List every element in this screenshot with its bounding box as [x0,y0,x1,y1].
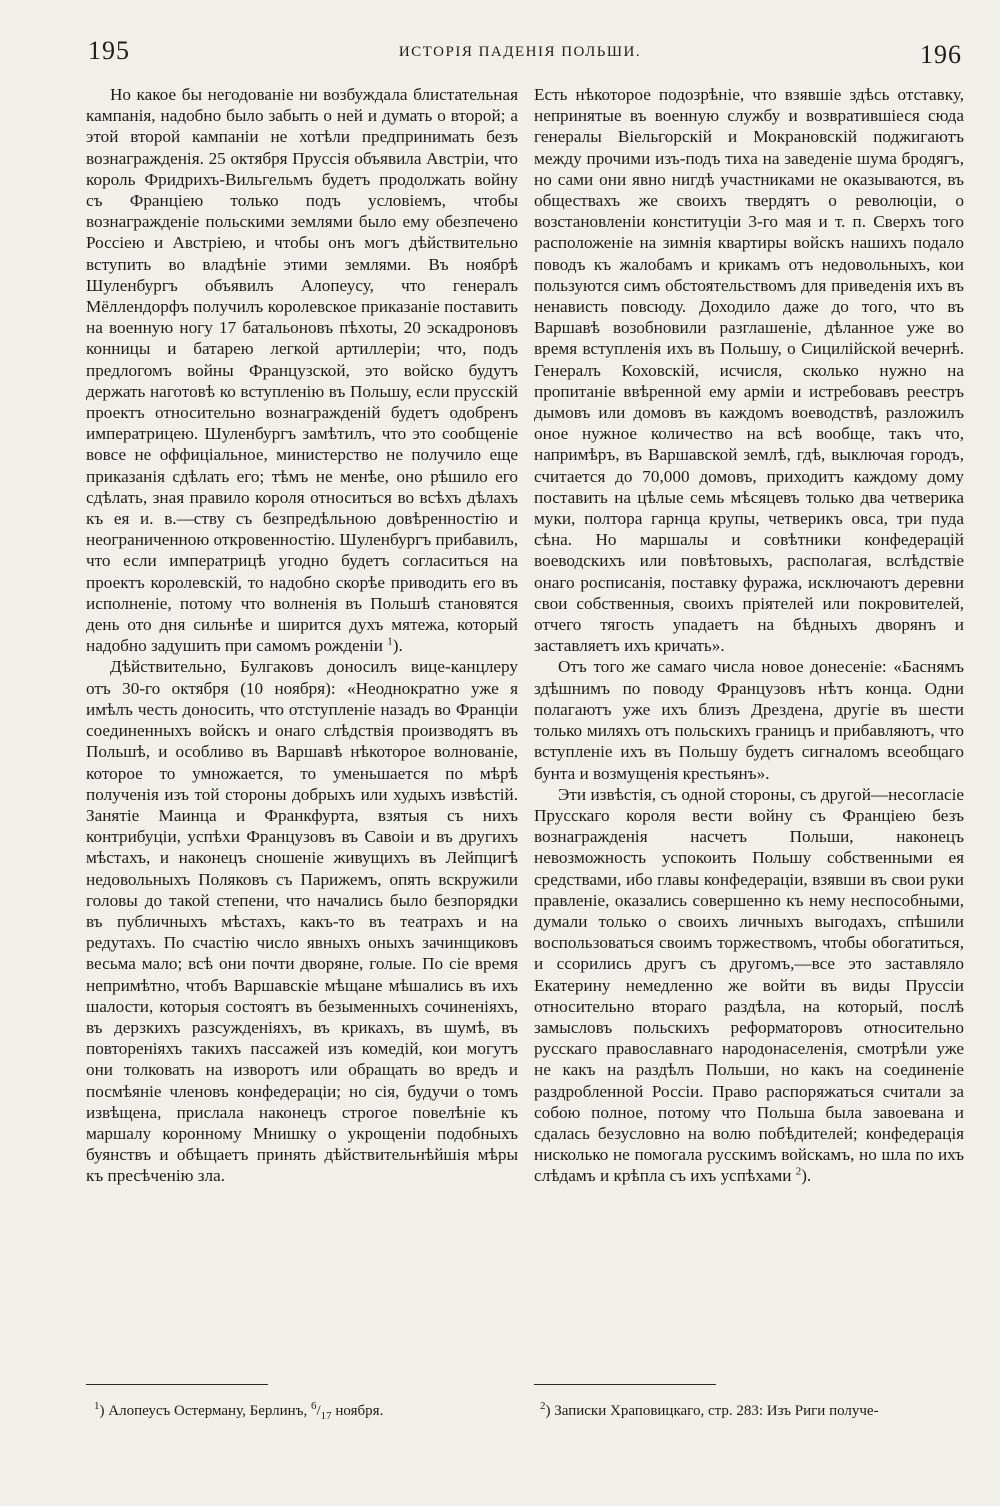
footnote-left: $^1$) Алопеусъ Остерману, Берлинъ, $^6/_{17}$ ноября. [94,1400,384,1422]
page-number-left: 195 [88,36,130,65]
paragraph-text: Эти извѣстія, съ одной стороны, съ другой—несогласіе Прусскаго короля вести войну съ Франціею безъ вознагражденія насчетъ Польши, наконецъ невозможность успокоить Польшу собственными ея средствами, ибо главы конфедераціи, взявши въ свои руки правленіе, оказались совершенно къ нему неспособными, думали только о своихъ личныхъ выгодахъ, спѣшили воспользоваться своимъ торжествомъ, чтобы обогатиться, и ссорились другъ съ другомъ,—все это заставляло Екатерину немедленно же войти въ виды Пруссіи относительно втораго раздѣла, на который, послѣ замысловъ польскихъ реформаторовъ относительно русскаго православнаго народонаселенія, смотрѣли уже не какъ на раздѣлъ Польши, но какъ на соединеніе раздробленной Россіи. Право распоряжаться считали за собою полное, потому что Польша была завоевана и сдалась безусловно на волю побѣдителей; конфедерація нисколько не помогала русскимъ войскамъ, но шла по ихъ слѣдамъ и крѣпла съ ихъ успѣхами [534,784,964,1186]
left-column [86,84,518,1187]
paragraph [86,84,518,656]
paragraph: Отъ того же самаго числа новое донесеніе: «Баснямъ здѣшнимъ по поводу Французовъ нѣтъ конца. Одни полагаютъ уже ихъ близъ Дрездена, другіе въ шести только миляхъ отъ польскихъ границъ и прибавляютъ, что вступленіе ихъ въ Польшу будетъ сигналомъ всеобщаго бунта и возмущенія крестьянъ». [534,657,964,783]
footnote-text: ) Алопеусъ Остерману, Берлинъ, [99,1403,311,1419]
footnote-fraction-denominator: 17 [320,1410,332,1422]
footnote-text: ) Записки Храповицкаго, стр. 283: Изъ Риги получе- [545,1403,879,1419]
paragraph: Есть нѣкоторое подозрѣніе, что взявшіе здѣсь отставку, непринятые въ военную службу и возвратившіеся сюда генералы Віельгорскій и Мокрановскій поджигаютъ между прочими изъ-подъ тиха на заведеніе шума бродягъ, но сами они явно нигдѣ участниками не оказываются, въ обществахъ же своихъ твердятъ о революціи, о возстановленіи конституціи 3-го мая и т. п. Сверхъ того расположеніе на зимнія квартиры войскъ нашихъ подало поводъ къ жалобамъ и крикамъ отъ недовольныхъ, кои пользуются симъ обстоятельствомъ для приведенія ихъ въ ненависть повсюду. Доходило даже до того, что въ Варшавѣ возобновили разглашеніе, дѣланное уже во время вступленія ихъ въ Польшу, о Сицилійской вечернѣ. Генералъ Коховскій, исчисля, сколько нужно на пропитаніе ввѣренной ему арміи и истребовавъ реестръ дымовъ или домовъ въ каждомъ воеводствѣ, разложилъ оное нужное количество на всѣ вообще, такъ что, напримѣръ, въ Варшавской землѣ, гдѣ, выключая городъ, считается до 70,000 домовъ, приходитъ каждому дому поставить на цѣлые семь мѣсяцевъ только два четверика муки, полтора гарнца крупы, четверикъ овса, три пуда сѣна. Но маршалы и совѣтники конфедерацій воеводскихъ или повѣтовыхъ, располагая, вслѣдствіе онаго росписанія, поставку фуража, исключаютъ деревни свои собственныя, своихъ пріятелей или покровителей, отчего тягость упадаетъ на бѣдныхъ дворянъ и заставляетъ ихъ кричать». [534,85,964,656]
paragraph: Дѣйствительно, Булгаковъ доносилъ вице-канцлеру отъ 30-го октября (10 ноября): «Неоднократно уже я имѣлъ честь доносить, что отступленіе назадъ во Франціи соединенныхъ войскъ и онаго слѣдствія производятъ въ Польшѣ, и особливо въ Варшавѣ нѣкоторое волнованіе, которое то умножается, то уменьшается по мѣрѣ полученія изъ той стороны добрыхъ или худыхъ извѣстій. Занятіе Маинца и Франкфурта, взятыя съ нихъ контрибуціи, успѣхи Французовъ въ Савоіи и въ другихъ мѣстахъ, и наконецъ сношеніе живущихъ въ Лейпцигѣ недовольныхъ Поляковъ съ Парижемъ, опять вскружили головы до такой степени, что начались было безпорядки въ публичныхъ мѣстахъ, какъ-то въ театрахъ и на редутахъ. По счастію число явныхъ оныхъ зачинщиковъ весьма мало; всѣ они почти дворяне, голые. По сіе время непримѣтно, чтобъ Варшавскіе мѣщане мѣшались въ ихъ шалости, которыя состоятъ въ безыменныхъ сочиненіяхъ, въ дерзкихъ разсужденіяхъ, въ крикахъ, въ шумѣ, въ повтореніяхъ такихъ пассажей изъ комедій, кои могутъ они толковать на изворотъ или обращать во вредъ и посмѣяніе членовъ конфедераціи; но сія, будучи о томъ извѣщена, прислала наконецъ строгое повелѣніе къ маршалу коронному Мнишку о укрощеніи подобныхъ буянствъ и обѣщаетъ принять дѣйствительнѣйшія мѣры къ пресѣченію зла. [86,657,518,1186]
footnote-mark: 1 [94,1400,100,1412]
right-column [534,84,964,1187]
page-number-right: 196 [920,40,962,69]
paragraph [534,784,964,1187]
footnote-ref: 2 [795,1165,802,1178]
footnote-right [540,1402,879,1420]
footnote-mark: 2 [540,1400,546,1412]
page-header [78,36,962,76]
footnote-divider [534,1384,716,1385]
paragraph-end: ). [392,636,403,656]
paragraph-end: ). [801,1166,812,1186]
footnote-ref: 1 [387,635,393,648]
footnote-divider [86,1384,268,1385]
footnote-text-end: ноября. [331,1403,384,1419]
footnote-fraction-numerator: 6 [310,1400,317,1412]
running-title: ИСТОРІЯ ПАДЕНІЯ ПОЛЬШИ. [398,44,642,60]
paragraph-text: Но какое бы негодованіе ни возбуждала блистательная кампанія, надобно было забыть о ней и думать о второй; а этой второй кампаніи не хотѣли предпринимать безъ вознагражденія. 25 октября Пруссія объявила Австріи, что король Фридрихъ-Вильгельмъ будетъ продолжать войну съ Франціею только подъ условіемъ, чтобы вознагражденіе польскими землями было ему обезпечено Россіею и Австріею, и чтобы онъ могъ дѣйствительно вступить во владѣніе этими землями. Въ ноябрѣ Шуленбургъ объявилъ Алопеусу, что генералъ Мёллендорфъ получилъ королевское приказаніе поставить на военную ногу 17 батальоновъ пѣхоты, 20 эскадроновъ конницы и батарею легкой артиллеріи; что, подъ предлогомъ войны Французской, это войско будутъ держать наготовѣ ко вступленію въ Польшу, если прусскій проектъ относительно вознагражденій будетъ одобренъ императрицею. Шуленбургъ замѣтилъ, что это сообщеніе вовсе не оффиціальное, министерство не получило еще приказанія сдѣлать его; тѣмъ не менѣе, оно рѣшило его сдѣлать, зная правило короля относиться во всѣхъ дѣлахъ къ ея и. в.—ству съ безпредѣльною довѣренностію и неограниченною откровенностію. Шуленбургъ прибавилъ, что если императрицѣ угодно будетъ согласиться на проектъ королевскій, то надобно скорѣе приводить его въ исполненіе, потому что волненія въ Польшѣ становятся день ото дня сильнѣе и ширится духъ мятежа, который надобно задушить при самомъ рожденіи [86,85,518,656]
